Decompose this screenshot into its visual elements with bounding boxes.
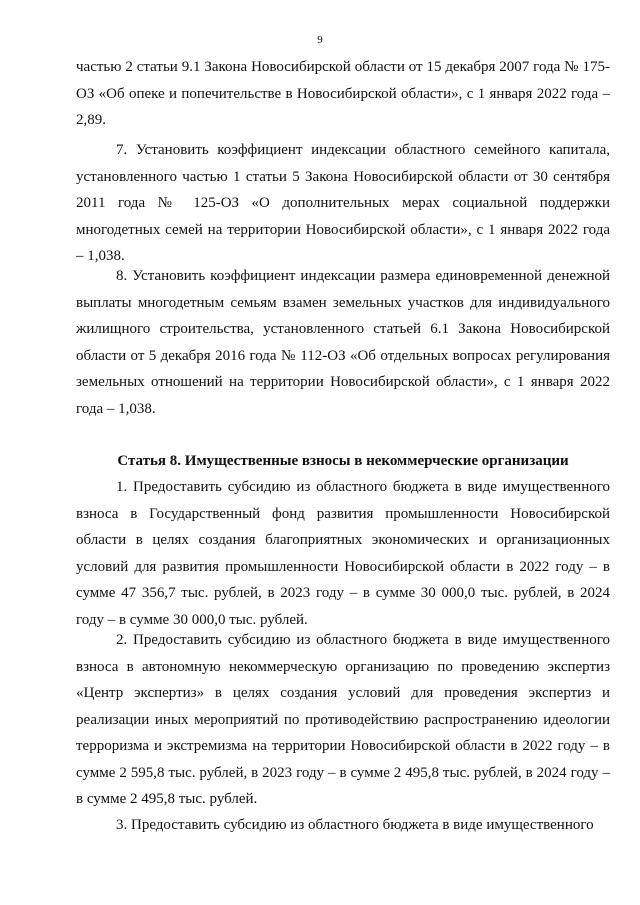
article-paragraph-1: 1. Предоставить субсидию из областного бюджета в виде имущественного взноса в Государственный фонд развития промышленности Новосибирской области в целях создания благоприятных экономических и организационных условий для развития промышленности Новосибирской области в 2022 году – в сумме 47 356,7 тыс. рублей, в 2023 году – в сумме 30 000,0 тыс. рублей, в 2024 году – в сумме 30 000,0 тыс. рублей. xyxy=(76,479,610,628)
article-paragraph-2: 2. Предоставить субсидию из областного бюджета в виде имущественного взноса в автономную некоммерческую организацию по проведению экспертиз «Центр экспертиз» в целях создания условий для проведения экспертиз и реализации иных мероприятий по противодействию распространению идеологии терроризма и экстремизма на территории Новосибирской области в 2022 году – в сумме 2 595,8 тыс. рублей, в 2023 году – в сумме 2 495,8 тыс. рублей, в 2024 году – в сумме 2 495,8 тыс. рублей. xyxy=(76,632,610,807)
article-heading: Статья 8. Имущественные взносы в некоммерческие организации xyxy=(117,453,569,469)
page-number: 9 xyxy=(317,34,323,46)
paragraph-item-8: 8. Установить коэффициент индексации размера единовременной денежной выплаты многодетным семьям взамен земельных участков для индивидуального жилищного строительства, установленного статьей 6.1 Закона Новосибирской области от 5 декабря 2016 года № 112-ОЗ «Об отдельных вопросах регулирования земельных отношений на территории Новосибирской области», с 1 января 2022 года – 1,038. xyxy=(76,268,610,417)
paragraph-continuation: частью 2 статьи 9.1 Закона Новосибирской области от 15 декабря 2007 года № 175-ОЗ «Об опеке и попечительстве в Новосибирской области», с 1 января 2022 года – 2,89. xyxy=(76,59,610,128)
paragraph-item-7: 7. Установить коэффициент индексации областного семейного капитала, установленного частью 1 статьи 5 Закона Новосибирской области от 30 сентября 2011 года № 125-ОЗ «О дополнительных мерах социальной поддержки многодетных семей на территории Новосибирской области», с 1 января 2022 года – 1,038. xyxy=(76,142,610,264)
article-paragraph-3: 3. Предоставить субсидию из областного бюджета в виде имущественного xyxy=(116,817,594,833)
